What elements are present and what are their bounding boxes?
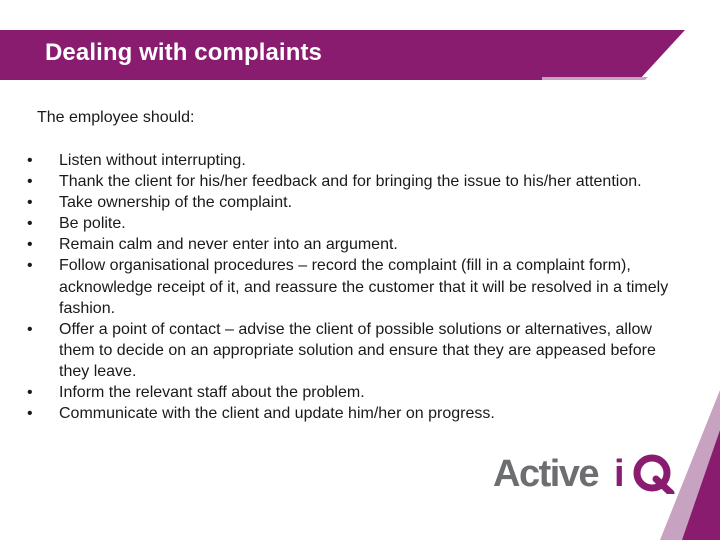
bullet-marker: • <box>27 384 33 402</box>
bullet-marker: • <box>27 320 33 338</box>
list-item <box>27 319 687 382</box>
bullet-text: Listen without interrupting. <box>59 152 246 169</box>
bullet-text: Inform the relevant staff about the problem. <box>59 384 365 402</box>
bullet-text: Offer a point of contact – advise the client of possible solutions or alternatives, allow them to decide on an appropriate solution and ensure that they are appeased before they leave. <box>59 320 656 380</box>
bullet-marker: • <box>27 173 33 191</box>
bullet-marker: • <box>27 215 33 233</box>
slide-title: Dealing with complaints <box>45 39 322 66</box>
intro-text: The employee should: <box>37 109 195 126</box>
bullet-text: Follow organisational procedures – record the complaint (fill in a complaint form), acknowledge receipt of it, and reassure the customer that it will be resolved in a timely fashion. <box>59 257 669 317</box>
bullet-marker: • <box>27 405 33 423</box>
list-item <box>27 382 687 403</box>
active-iq-logo <box>493 452 675 494</box>
bullet-text: Be polite. <box>59 215 126 233</box>
bullet-marker: • <box>27 152 33 169</box>
list-item <box>27 171 687 192</box>
bullet-text: Remain calm and never enter into an argument. <box>59 236 398 254</box>
svg-text:i: i <box>614 453 625 494</box>
list-item <box>27 213 687 234</box>
bullet-marker: • <box>27 236 33 254</box>
bullet-list <box>27 150 687 424</box>
list-item <box>27 234 687 255</box>
bullet-marker: • <box>27 257 33 275</box>
corner-decoration <box>660 390 720 540</box>
bullet-text: Communicate with the client and update him/her on progress. <box>59 405 495 423</box>
bullet-text: Take ownership of the complaint. <box>59 194 293 212</box>
svg-text:Active: Active <box>493 453 599 494</box>
bullet-text: Thank the client for his/her feedback and for bringing the issue to his/her attention. <box>59 173 642 191</box>
bullet-marker: • <box>27 194 33 212</box>
list-item <box>27 255 687 318</box>
list-item <box>27 403 687 424</box>
list-item <box>27 150 687 171</box>
list-item <box>27 192 687 213</box>
